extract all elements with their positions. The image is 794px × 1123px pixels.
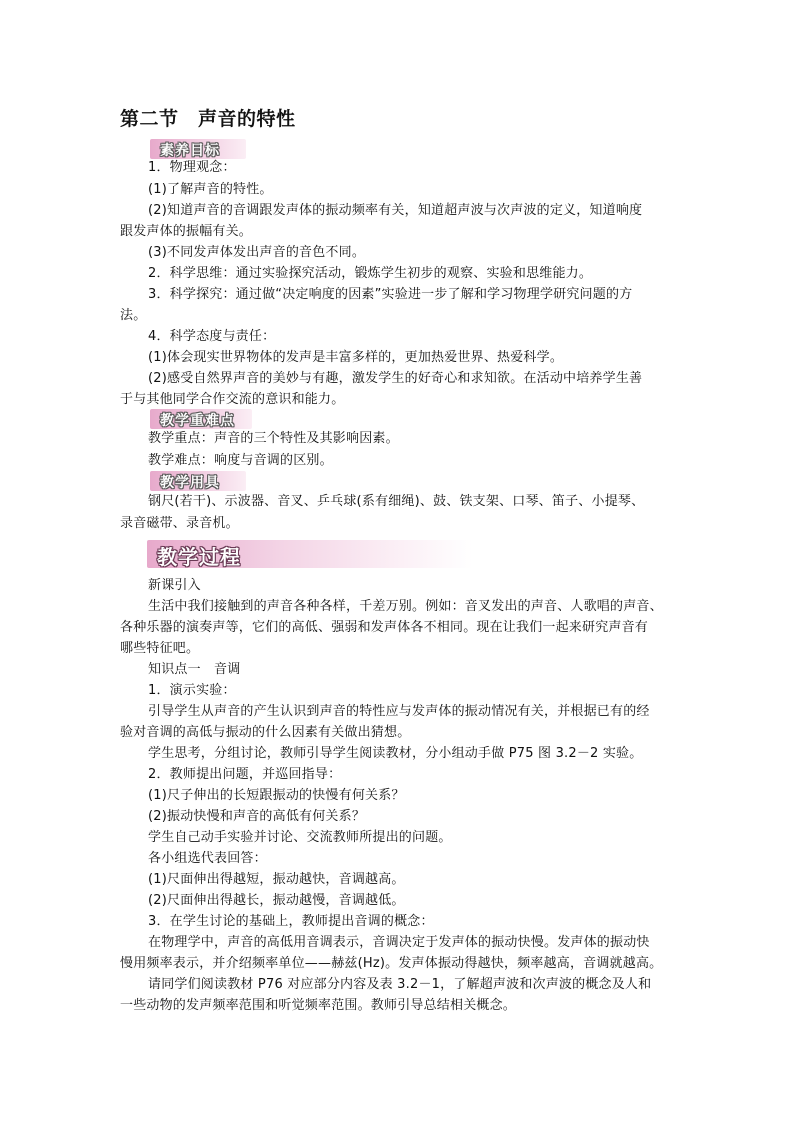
text-line: (2)感受自然界声音的美妙与有趣，激发学生的好奇心和求知欲。在活动中培养学生善: [148, 371, 643, 386]
text-line: 钢尺(若干)、示波器、音叉、乒乓球(系有细绳)、鼓、铁支架、口琴、笛子、小提琴、: [148, 494, 645, 509]
text-line: 慢用频率表示，并介绍频率单位——赫兹(Hz)。发声体振动得越快，频率越高，音调就越高。: [120, 956, 663, 971]
text-line: 3．在学生讨论的基础上，教师提出音调的概念：: [148, 914, 434, 929]
text-line: 学生思考，分组讨论，教师引导学生阅读教材，分小组动手做 P75 图 3.2－2 实验。: [148, 746, 643, 761]
text-line: (1)体会现实世界物体的发声是丰富多样的，更加热爱世界、热爱科学。: [148, 350, 564, 365]
text-line: 4．科学态度与责任：: [148, 329, 276, 344]
text-line: 法。: [120, 308, 147, 323]
section-banner-process: [147, 540, 473, 568]
section-heading-keypoints: 教学重难点: [160, 413, 235, 429]
text-line: 生活中我们接触到的声音各种各样，千差万别。例如：音叉发出的声音、人歌唱的声音、: [148, 599, 663, 614]
text-line: 学生自己动手实验并讨论、交流教师所提出的问题。: [148, 830, 452, 845]
text-line: 教学难点：响度与音调的区别。: [148, 453, 333, 468]
text-line: 跟发声体的振幅有关。: [120, 224, 253, 239]
text-line: 录音磁带、录音机。: [120, 516, 239, 531]
section-heading-goals: 素养目标: [160, 143, 220, 159]
text-line: 引导学生从声音的产生认识到声音的特性应与发声体的振动情况有关，并根据已有的经: [148, 704, 650, 719]
text-line: 哪些特征吧。: [120, 641, 200, 656]
text-line: 验对音调的高低与振动的什么因素有关做出猜想。: [120, 725, 411, 740]
text-line: 教学重点：声音的三个特性及其影响因素。: [148, 431, 399, 446]
section-banner-goals: [150, 139, 246, 159]
text-line: (1)尺子伸出的长短跟振动的快慢有何关系？: [148, 788, 405, 803]
text-line: 知识点一 音调: [148, 662, 241, 677]
text-line: 新课引入: [148, 578, 201, 593]
text-line: 在物理学中，声音的高低用音调表示，音调决定于发声体的振动快慢。发声体的振动快: [148, 935, 650, 950]
section-banner-keypoints: [150, 409, 252, 429]
section-heading-process: 教学过程: [157, 545, 241, 569]
page-title: 第二节 声音的特性: [120, 108, 296, 130]
text-line: 2．科学思维：通过实验探究活动，锻炼学生初步的观察、实验和思维能力。: [148, 266, 593, 281]
text-line: (1)尺面伸出得越短，振动越快，音调越高。: [148, 872, 405, 887]
section-banner-tools: [150, 471, 246, 491]
section-heading-tools: 教学用具: [160, 475, 220, 491]
text-line: 1．演示实验：: [148, 683, 236, 698]
text-line: 2．教师提出问题，并巡回指导：: [148, 767, 342, 782]
text-line: 于与其他同学合作交流的意识和能力。: [120, 392, 345, 407]
text-line: 1．物理观念：: [148, 160, 236, 175]
text-line: (1)了解声音的特性。: [148, 182, 273, 197]
text-line: 各小组选代表回答：: [148, 851, 267, 866]
text-line: 各种乐器的演奏声等，它们的高低、强弱和发声体各不相同。现在让我们一起来研究声音有: [120, 620, 649, 635]
text-line: 请同学们阅读教材 P76 对应部分内容及表 3.2－1，了解超声波和次声波的概念及人和: [148, 977, 652, 992]
text-line: (2)知道声音的音调跟发声体的振动频率有关，知道超声波与次声波的定义，知道响度: [148, 203, 643, 218]
text-line: (2)尺面伸出得越长，振动越慢，音调越低。: [148, 893, 405, 908]
text-line: (3)不同发声体发出声音的音色不同。: [148, 245, 366, 260]
text-line: 3．科学探究：通过做“决定响度的因素”实验进一步了解和学习物理学研究问题的方: [148, 287, 633, 302]
text-line: (2)振动快慢和声音的高低有何关系？: [148, 809, 366, 824]
text-line: 一些动物的发声频率范围和听觉频率范围。教师引导总结相关概念。: [120, 998, 517, 1013]
